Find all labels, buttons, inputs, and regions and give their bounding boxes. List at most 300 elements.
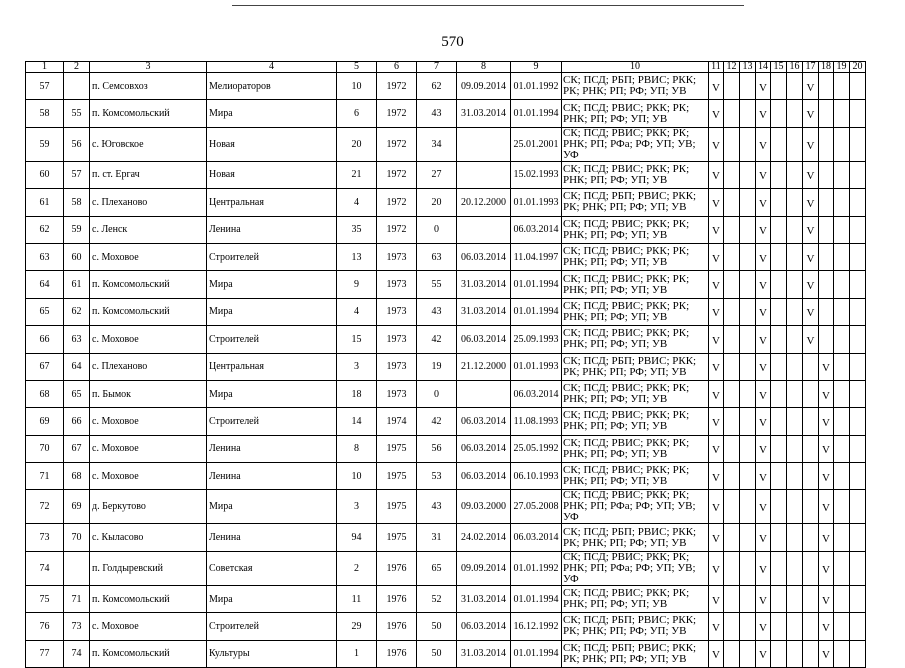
mark-cell [740,640,756,667]
mark-cell [771,161,787,188]
table-row [26,524,866,551]
column-header: 5 [337,62,377,73]
mark-cell [740,353,756,380]
mark-cell [834,189,850,216]
mark-cell [787,524,803,551]
column-header: 15 [771,62,787,73]
survey-date-cell: 06.03.2014 [457,326,511,353]
header-row [26,62,866,73]
street-cell: Строителей [207,613,337,640]
works-list-cell: СК; ПСД; РВИС; РКК; РК; РНК; РП; РФа; РФ; УП; УВ; УФ [562,551,709,585]
mark-cell: V [709,161,724,188]
mark-cell [740,326,756,353]
works-list-cell: СК; ПСД; РВИС; РКК; РК; РНК; РП; РФ; УП; УВ [562,435,709,462]
build-year-cell: 1973 [377,326,417,353]
settlement-cell: с. Моховое [90,243,207,270]
mark-cell [803,380,819,407]
wear-percent-cell: 43 [417,490,457,524]
street-cell: Мира [207,490,337,524]
table-row [26,435,866,462]
object-number-cell: 57 [64,161,90,188]
registration-date-cell: 15.02.1993 [511,161,562,188]
mark-cell [787,243,803,270]
table-row [26,216,866,243]
mark-cell [787,189,803,216]
wear-percent-cell: 20 [417,189,457,216]
row-number-cell: 72 [26,490,64,524]
survey-date-cell: 06.03.2014 [457,463,511,490]
mark-cell [740,161,756,188]
works-list-cell: СК; ПСД; РВИС; РКК; РК; РНК; РП; РФ; УП; УВ [562,380,709,407]
mark-cell [724,73,740,100]
mark-cell: V [709,271,724,298]
mark-cell [724,490,740,524]
mark-cell [834,243,850,270]
registration-date-cell: 25.05.1992 [511,435,562,462]
mark-cell [771,640,787,667]
mark-cell [803,585,819,612]
row-number-cell: 64 [26,271,64,298]
mark-cell [771,127,787,161]
wear-percent-cell: 0 [417,216,457,243]
mark-cell [771,271,787,298]
table-row [26,161,866,188]
registration-date-cell: 27.05.2008 [511,490,562,524]
mark-cell [850,326,866,353]
mark-cell [740,298,756,325]
registration-date-cell: 06.03.2014 [511,216,562,243]
mark-cell: V [709,463,724,490]
top-rule [232,5,744,6]
build-year-cell: 1972 [377,73,417,100]
mark-cell [771,408,787,435]
settlement-cell: п. Комсомольский [90,100,207,127]
mark-cell [724,127,740,161]
mark-cell: V [756,161,771,188]
street-cell: Культуры [207,640,337,667]
mark-cell: V [709,353,724,380]
column-header: 14 [756,62,771,73]
mark-cell: V [803,298,819,325]
mark-cell [724,216,740,243]
mark-cell [819,216,834,243]
mark-cell: V [756,127,771,161]
object-number-cell: 66 [64,408,90,435]
mark-cell [819,127,834,161]
object-number-cell: 73 [64,613,90,640]
mark-cell [740,490,756,524]
mark-cell [850,216,866,243]
wear-percent-cell: 42 [417,326,457,353]
house-number-cell: 3 [337,353,377,380]
house-number-cell: 10 [337,73,377,100]
mark-cell [834,127,850,161]
wear-percent-cell: 55 [417,271,457,298]
mark-cell: V [803,100,819,127]
survey-date-cell: 09.09.2014 [457,551,511,585]
registration-date-cell: 01.01.1994 [511,271,562,298]
survey-date-cell [457,380,511,407]
works-list-cell: СК; ПСД; РВИС; РКК; РК; РНК; РП; РФа; РФ; УП; УВ; УФ [562,490,709,524]
registration-date-cell: 01.01.1993 [511,353,562,380]
survey-date-cell: 31.03.2014 [457,298,511,325]
house-number-cell: 4 [337,298,377,325]
registration-date-cell: 06.03.2014 [511,524,562,551]
table-row [26,585,866,612]
street-cell: Мира [207,271,337,298]
survey-date-cell: 06.03.2014 [457,243,511,270]
mark-cell: V [756,408,771,435]
house-number-cell: 94 [337,524,377,551]
mark-cell [724,353,740,380]
row-number-cell: 66 [26,326,64,353]
mark-cell: V [803,326,819,353]
mark-cell [787,490,803,524]
object-number-cell: 69 [64,490,90,524]
house-number-cell: 20 [337,127,377,161]
settlement-cell: с. Кыласово [90,524,207,551]
mark-cell: V [756,189,771,216]
mark-cell [803,640,819,667]
mark-cell [724,161,740,188]
survey-date-cell: 24.02.2014 [457,524,511,551]
survey-date-cell: 31.03.2014 [457,585,511,612]
house-number-cell: 15 [337,326,377,353]
mark-cell [787,613,803,640]
survey-date-cell: 06.03.2014 [457,408,511,435]
mark-cell [724,271,740,298]
mark-cell: V [709,243,724,270]
mark-cell [771,613,787,640]
survey-date-cell: 31.03.2014 [457,640,511,667]
settlement-cell: с. Моховое [90,408,207,435]
mark-cell [803,524,819,551]
survey-date-cell: 20.12.2000 [457,189,511,216]
mark-cell [834,463,850,490]
works-list-cell: СК; ПСД; РБП; РВИС; РКК; РК; РНК; РП; РФ; УП; УВ [562,73,709,100]
street-cell: Мира [207,100,337,127]
registration-date-cell: 25.01.2001 [511,127,562,161]
works-list-cell: СК; ПСД; РВИС; РКК; РК; РНК; РП; РФ; УП; УВ [562,271,709,298]
mark-cell [771,380,787,407]
works-list-cell: СК; ПСД; РВИС; РКК; РК; РНК; РП; РФ; УП; УВ [562,216,709,243]
mark-cell [850,524,866,551]
survey-date-cell [457,127,511,161]
registration-date-cell: 01.01.1992 [511,551,562,585]
mark-cell [787,271,803,298]
mark-cell [834,408,850,435]
mark-cell [850,551,866,585]
table-row [26,189,866,216]
mark-cell [787,551,803,585]
mark-cell [740,189,756,216]
mark-cell [787,161,803,188]
build-year-cell: 1973 [377,380,417,407]
mark-cell [850,161,866,188]
object-number-cell [64,551,90,585]
object-number-cell: 60 [64,243,90,270]
wear-percent-cell: 19 [417,353,457,380]
row-number-cell: 74 [26,551,64,585]
mark-cell [834,353,850,380]
mark-cell: V [709,435,724,462]
mark-cell [740,524,756,551]
column-header: 2 [64,62,90,73]
mark-cell: V [803,216,819,243]
mark-cell [803,463,819,490]
mark-cell: V [819,524,834,551]
mark-cell [724,243,740,270]
wear-percent-cell: 53 [417,463,457,490]
works-list-cell: СК; ПСД; РВИС; РКК; РК; РНК; РП; РФ; УП; УВ [562,298,709,325]
object-number-cell: 55 [64,100,90,127]
wear-percent-cell: 31 [417,524,457,551]
mark-cell [834,435,850,462]
object-number-cell: 65 [64,380,90,407]
mark-cell [819,243,834,270]
wear-percent-cell: 65 [417,551,457,585]
mark-cell [787,298,803,325]
wear-percent-cell: 56 [417,435,457,462]
mark-cell [787,463,803,490]
build-year-cell: 1976 [377,613,417,640]
works-list-cell: СК; ПСД; РБП; РВИС; РКК; РК; РНК; РП; РФ; УП; УВ [562,640,709,667]
mark-cell [740,551,756,585]
column-header: 8 [457,62,511,73]
mark-cell [850,640,866,667]
object-number-cell: 56 [64,127,90,161]
registration-date-cell: 01.01.1993 [511,189,562,216]
mark-cell: V [803,127,819,161]
works-list-cell: СК; ПСД; РВИС; РКК; РК; РНК; РП; РФ; УП; УВ [562,326,709,353]
object-number-cell: 64 [64,353,90,380]
mark-cell [819,73,834,100]
row-number-cell: 69 [26,408,64,435]
mark-cell [850,271,866,298]
registration-date-cell: 01.01.1992 [511,73,562,100]
mark-cell [850,189,866,216]
registration-date-cell: 01.01.1994 [511,100,562,127]
mark-cell [771,298,787,325]
mark-cell: V [756,243,771,270]
build-year-cell: 1973 [377,298,417,325]
column-header: 12 [724,62,740,73]
mark-cell: V [819,463,834,490]
mark-cell [771,353,787,380]
wear-percent-cell: 52 [417,585,457,612]
mark-cell: V [756,490,771,524]
house-number-cell: 29 [337,613,377,640]
mark-cell [724,585,740,612]
mark-cell [850,408,866,435]
mark-cell: V [709,189,724,216]
mark-cell [724,551,740,585]
mark-cell [834,73,850,100]
mark-cell [803,551,819,585]
mark-cell [740,463,756,490]
street-cell: Ленина [207,463,337,490]
mark-cell: V [803,271,819,298]
column-header: 16 [787,62,803,73]
mark-cell [771,243,787,270]
table-row [26,326,866,353]
build-year-cell: 1975 [377,435,417,462]
row-number-cell: 65 [26,298,64,325]
wear-percent-cell: 62 [417,73,457,100]
mark-cell: V [803,73,819,100]
build-year-cell: 1972 [377,216,417,243]
mark-cell [740,271,756,298]
mark-cell: V [709,408,724,435]
row-number-cell: 62 [26,216,64,243]
mark-cell [771,216,787,243]
registration-date-cell: 06.10.1993 [511,463,562,490]
mark-cell: V [756,100,771,127]
column-header: 3 [90,62,207,73]
mark-cell [834,490,850,524]
registration-date-cell: 06.03.2014 [511,380,562,407]
street-cell: Мира [207,585,337,612]
column-header: 1 [26,62,64,73]
build-year-cell: 1976 [377,640,417,667]
survey-date-cell: 06.03.2014 [457,435,511,462]
mark-cell: V [756,216,771,243]
page-number: 570 [441,34,464,50]
works-list-cell: СК; ПСД; РВИС; РКК; РК; РНК; РП; РФ; УП; УВ [562,243,709,270]
mark-cell [740,100,756,127]
mark-cell [850,463,866,490]
table-row [26,243,866,270]
build-year-cell: 1975 [377,490,417,524]
mark-cell [740,73,756,100]
table-row [26,298,866,325]
mark-cell [819,189,834,216]
mark-cell [819,326,834,353]
build-year-cell: 1973 [377,353,417,380]
mark-cell [787,585,803,612]
mark-cell [724,640,740,667]
settlement-cell: п. Семсовхоз [90,73,207,100]
works-list-cell: СК; ПСД; РБП; РВИС; РКК; РК; РНК; РП; РФ; УП; УВ [562,189,709,216]
survey-date-cell: 09.09.2014 [457,73,511,100]
street-cell: Мира [207,380,337,407]
mark-cell [834,298,850,325]
object-number-cell: 62 [64,298,90,325]
mark-cell [771,73,787,100]
wear-percent-cell: 34 [417,127,457,161]
mark-cell [834,271,850,298]
mark-cell [787,326,803,353]
settlement-cell: с. Моховое [90,326,207,353]
mark-cell [850,73,866,100]
table-row [26,73,866,100]
mark-cell [834,551,850,585]
mark-cell [740,243,756,270]
street-cell: Мира [207,298,337,325]
house-number-cell: 9 [337,271,377,298]
works-list-cell: СК; ПСД; РВИС; РКК; РК; РНК; РП; РФ; УП; УВ [562,100,709,127]
row-number-cell: 59 [26,127,64,161]
settlement-cell: п. ст. Ергач [90,161,207,188]
mark-cell [803,353,819,380]
build-year-cell: 1975 [377,463,417,490]
row-number-cell: 68 [26,380,64,407]
column-header: 10 [562,62,709,73]
house-number-cell: 8 [337,435,377,462]
mark-cell: V [709,216,724,243]
house-number-cell: 1 [337,640,377,667]
settlement-cell: с. Ленск [90,216,207,243]
table-row [26,271,866,298]
mark-cell [834,613,850,640]
mark-cell [850,435,866,462]
mark-cell: V [819,640,834,667]
column-header: 18 [819,62,834,73]
mark-cell [724,435,740,462]
mark-cell: V [709,100,724,127]
mark-cell [787,216,803,243]
mark-cell [787,408,803,435]
table-row [26,640,866,667]
settlement-cell: с. Плеханово [90,189,207,216]
row-number-cell: 71 [26,463,64,490]
column-header: 13 [740,62,756,73]
street-cell: Строителей [207,243,337,270]
column-header: 17 [803,62,819,73]
mark-cell: V [756,73,771,100]
object-number-cell [64,73,90,100]
mark-cell [724,100,740,127]
mark-cell [787,353,803,380]
object-number-cell: 58 [64,189,90,216]
mark-cell [803,490,819,524]
build-year-cell: 1974 [377,408,417,435]
mark-cell [724,463,740,490]
mark-cell: V [709,490,724,524]
mark-cell: V [819,613,834,640]
object-number-cell: 59 [64,216,90,243]
works-list-cell: СК; ПСД; РВИС; РКК; РК; РНК; РП; РФ; УП; УВ [562,161,709,188]
row-number-cell: 76 [26,613,64,640]
mark-cell [819,100,834,127]
mark-cell: V [756,326,771,353]
mark-cell [740,613,756,640]
column-header: 6 [377,62,417,73]
mark-cell: V [756,463,771,490]
mark-cell [819,298,834,325]
row-number-cell: 73 [26,524,64,551]
mark-cell: V [756,585,771,612]
survey-date-cell [457,161,511,188]
mark-cell: V [709,380,724,407]
settlement-cell: с. Моховое [90,613,207,640]
column-header: 9 [511,62,562,73]
row-number-cell: 70 [26,435,64,462]
mark-cell [850,613,866,640]
works-list-cell: СК; ПСД; РБП; РВИС; РКК; РК; РНК; РП; РФ; УП; УВ [562,353,709,380]
build-year-cell: 1976 [377,585,417,612]
settlement-cell: д. Беркутово [90,490,207,524]
mark-cell: V [803,161,819,188]
mark-cell [787,380,803,407]
house-number-cell: 18 [337,380,377,407]
build-year-cell: 1972 [377,189,417,216]
wear-percent-cell: 27 [417,161,457,188]
mark-cell [740,408,756,435]
works-list-cell: СК; ПСД; РВИС; РКК; РК; РНК; РП; РФ; УП; УВ [562,585,709,612]
column-header: 20 [850,62,866,73]
mark-cell [771,490,787,524]
